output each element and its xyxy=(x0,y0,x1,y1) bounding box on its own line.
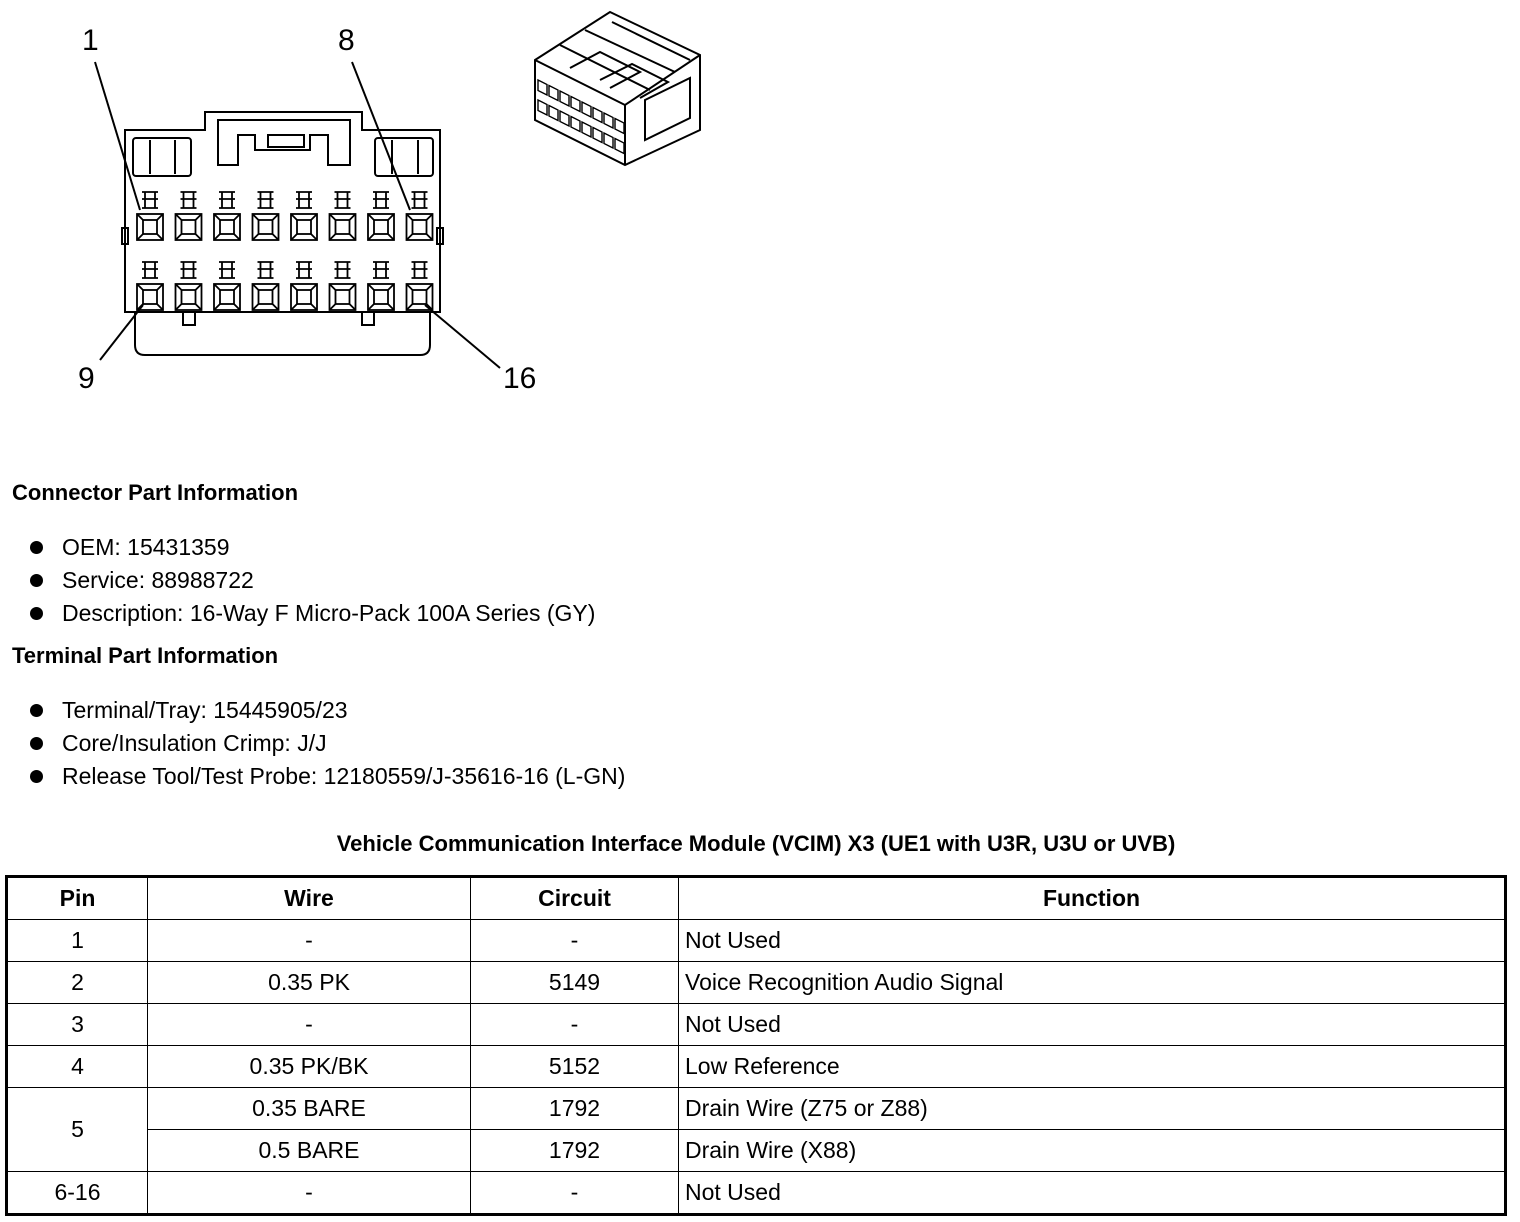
pin-cavity-13 xyxy=(291,262,317,310)
cell-pin: 1 xyxy=(7,920,148,962)
header-circuit: Circuit xyxy=(471,877,679,920)
bullet-icon xyxy=(30,574,43,587)
cell-circuit: - xyxy=(471,1172,679,1215)
list-item xyxy=(28,531,595,564)
connector-isometric-illustration xyxy=(535,12,700,165)
cell-wire: 0.5 BARE xyxy=(148,1130,471,1172)
pin-cavity-9 xyxy=(137,262,163,310)
pin-cavity-11 xyxy=(214,262,240,310)
bullet-icon xyxy=(30,737,43,750)
cell-function: Not Used xyxy=(679,1004,1506,1046)
bullet-icon xyxy=(30,541,43,554)
iso-pin xyxy=(604,113,613,128)
bullet-icon xyxy=(30,704,43,717)
list-item xyxy=(28,727,625,760)
callout-pin8: 8 xyxy=(338,24,355,57)
cell-function: Not Used xyxy=(679,1172,1506,1215)
iso-pin xyxy=(560,111,569,126)
pin-cavity-15 xyxy=(368,262,394,310)
iso-pin xyxy=(560,91,569,106)
iso-pin xyxy=(571,117,580,132)
pin-table xyxy=(5,875,1507,1216)
pin-cavity-2 xyxy=(176,192,202,240)
header-function: Function xyxy=(679,877,1506,920)
cell-circuit: 1792 xyxy=(471,1130,679,1172)
pin-cavity-16 xyxy=(407,262,433,310)
list-item xyxy=(28,597,595,630)
iso-pin xyxy=(538,80,547,95)
connector-diagram xyxy=(0,0,760,410)
cell-pin: 5 xyxy=(7,1088,148,1172)
iso-pin xyxy=(538,100,547,115)
iso-pin xyxy=(615,119,624,134)
table-row xyxy=(7,962,1506,1004)
iso-pin xyxy=(593,108,602,123)
iso-pin xyxy=(593,128,602,143)
list-item xyxy=(28,564,595,597)
iso-pin xyxy=(549,86,558,101)
cell-wire: 0.35 PK/BK xyxy=(148,1046,471,1088)
pin-cavity-8 xyxy=(407,192,433,240)
cell-pin: 3 xyxy=(7,1004,148,1046)
callout-pin16: 16 xyxy=(503,362,537,395)
bullet-icon xyxy=(30,770,43,783)
cell-function: Not Used xyxy=(679,920,1506,962)
cell-wire: 0.35 PK xyxy=(148,962,471,1004)
iso-pin xyxy=(582,122,591,137)
iso-pin xyxy=(582,102,591,117)
table-row xyxy=(7,1130,1506,1172)
list-item xyxy=(28,694,625,727)
table-title: Vehicle Communication Interface Module (VCIM) X3 (UE1 with U3R, U3U or UVB) xyxy=(336,831,1176,856)
pin-cavity-1 xyxy=(137,192,163,240)
cell-circuit: 5149 xyxy=(471,962,679,1004)
list-item-text: Terminal/Tray: 15445905/23 xyxy=(62,697,348,723)
cell-function: Drain Wire (X88) xyxy=(679,1130,1506,1172)
cell-function: Drain Wire (Z75 or Z88) xyxy=(679,1088,1506,1130)
list-item-text: Description: 16-Way F Micro-Pack 100A Series (GY) xyxy=(62,600,596,626)
cell-wire: - xyxy=(148,1004,471,1046)
iso-pin xyxy=(604,133,613,148)
cell-wire: - xyxy=(148,1172,471,1215)
iso-pin xyxy=(615,139,624,154)
callout-pin9: 9 xyxy=(78,362,95,395)
table-row xyxy=(7,1046,1506,1088)
pin-cavity-3 xyxy=(214,192,240,240)
table-header-row xyxy=(7,877,1506,920)
pin-cavities xyxy=(137,192,433,310)
cell-function: Voice Recognition Audio Signal xyxy=(679,962,1506,1004)
header-wire: Wire xyxy=(148,877,471,920)
connector-info-list xyxy=(28,531,595,630)
terminal-info-list xyxy=(28,694,625,793)
cell-circuit: - xyxy=(471,920,679,962)
cell-wire: - xyxy=(148,920,471,962)
connector-info-title: Connector Part Information xyxy=(12,480,299,505)
list-item-text: OEM: 15431359 xyxy=(62,534,230,560)
list-item-text: Release Tool/Test Probe: 12180559/J-35616-16 (L-GN) xyxy=(62,763,626,789)
cell-function: Low Reference xyxy=(679,1046,1506,1088)
cell-circuit: 5152 xyxy=(471,1046,679,1088)
callout-line-pin16 xyxy=(425,305,500,368)
list-item xyxy=(28,760,625,793)
cell-pin: 4 xyxy=(7,1046,148,1088)
pin-cavity-5 xyxy=(291,192,317,240)
list-item-text: Service: 88988722 xyxy=(62,567,254,593)
pin-cavity-7 xyxy=(368,192,394,240)
list-item-text: Core/Insulation Crimp: J/J xyxy=(62,730,327,756)
header-pin: Pin xyxy=(7,877,148,920)
table-row xyxy=(7,1004,1506,1046)
connector-latch xyxy=(218,120,350,165)
pin-cavity-6 xyxy=(330,192,356,240)
iso-pin xyxy=(549,106,558,121)
pin-cavity-12 xyxy=(253,262,279,310)
iso-pin xyxy=(571,97,580,112)
table-row xyxy=(7,920,1506,962)
cell-circuit: - xyxy=(471,1004,679,1046)
pin-cavity-10 xyxy=(176,262,202,310)
table-row xyxy=(7,1088,1506,1130)
cell-pin: 6-16 xyxy=(7,1172,148,1215)
callout-line-pin1 xyxy=(95,62,140,210)
terminal-info-title: Terminal Part Information xyxy=(12,643,279,668)
cell-wire: 0.35 BARE xyxy=(148,1088,471,1130)
callout-pin1: 1 xyxy=(82,24,99,57)
cell-pin: 2 xyxy=(7,962,148,1004)
pin-cavity-14 xyxy=(330,262,356,310)
table-row xyxy=(7,1172,1506,1215)
bullet-icon xyxy=(30,607,43,620)
callout-line-pin8 xyxy=(352,62,410,210)
cell-circuit: 1792 xyxy=(471,1088,679,1130)
pin-cavity-4 xyxy=(253,192,279,240)
